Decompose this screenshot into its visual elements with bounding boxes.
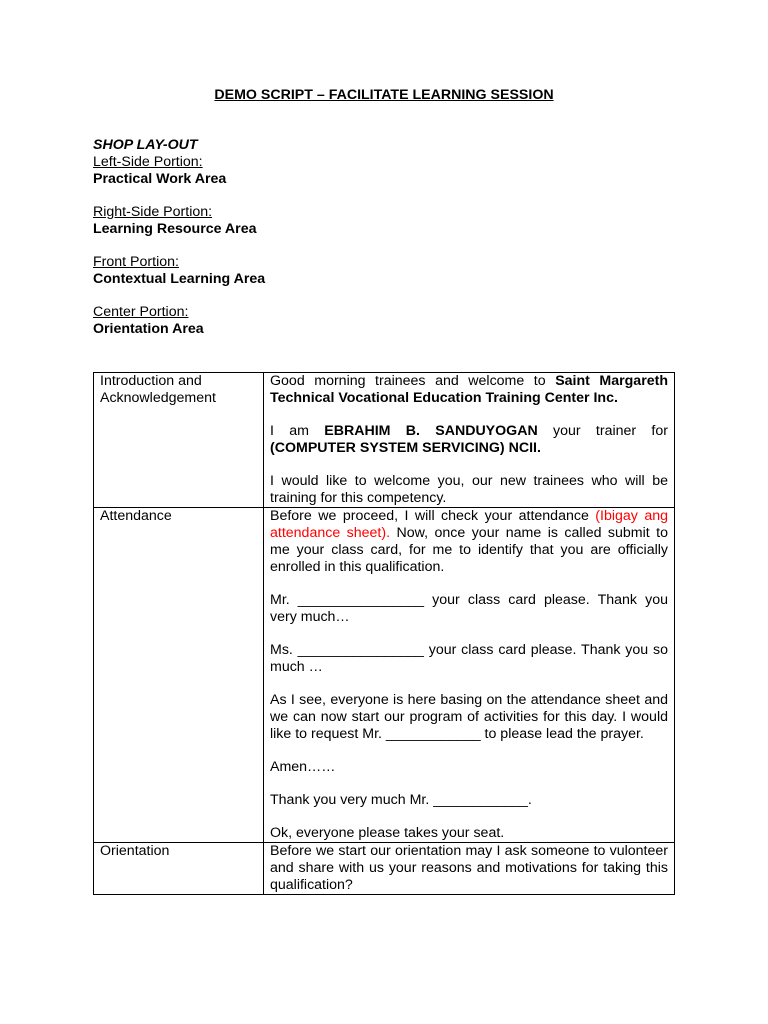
row-content xyxy=(264,843,675,895)
text: your trainer for xyxy=(537,423,668,439)
trainer-name: EBRAHIM B. SANDUYOGAN xyxy=(324,423,538,439)
section-value: Contextual Learning Area xyxy=(93,271,266,287)
stage-direction: (Ibigay ang attendance sheet). xyxy=(270,508,668,541)
paragraph: Before we start our orientation may I ask someone to vulonteer and share with us your reasons and motivations for taking this qualification? xyxy=(270,843,668,893)
paragraph: As I see, everyone is here basing on the attendance sheet and we can now start our program of activities for this day. I would like to request Mr. ____________ to please lead the prayer. xyxy=(270,692,668,742)
paragraph xyxy=(270,423,668,457)
row-content xyxy=(264,373,675,508)
section-value: Practical Work Area xyxy=(93,171,227,187)
row-content xyxy=(264,508,675,843)
paragraph: Mr. ________________ your class card please. Thank you very much… xyxy=(270,592,668,625)
table-row xyxy=(94,373,675,508)
table-row xyxy=(94,843,675,895)
paragraph: Thank you very much Mr. ____________. xyxy=(270,792,532,808)
section-value: Learning Resource Area xyxy=(93,221,257,237)
layout-right-side xyxy=(93,204,693,238)
shop-layout-heading: SHOP LAY-OUT xyxy=(93,137,198,153)
row-label: Attendance xyxy=(94,508,264,843)
document-title: DEMO SCRIPT – FACILITATE LEARNING SESSION xyxy=(214,87,554,103)
text: I am xyxy=(270,423,325,439)
text: Before we proceed, I will check your attendance xyxy=(270,508,596,524)
table-row xyxy=(94,508,675,843)
layout-center xyxy=(93,304,693,338)
section-label: Center Portion: xyxy=(93,304,189,320)
paragraph xyxy=(270,373,668,407)
layout-left-side xyxy=(93,154,693,188)
script-table xyxy=(93,372,675,895)
paragraph: Ok, everyone please takes your seat. xyxy=(270,825,505,841)
section-label: Right-Side Portion: xyxy=(93,204,213,220)
text: Good morning trainees and welcome to xyxy=(270,373,556,389)
shop-layout-section xyxy=(93,137,693,354)
row-label: Introduction and Acknowledgement xyxy=(94,373,264,508)
paragraph xyxy=(270,508,668,576)
section-value: Orientation Area xyxy=(93,321,204,337)
section-label: Front Portion: xyxy=(93,254,179,270)
section-label: Left-Side Portion: xyxy=(93,154,203,170)
text: Now, once your name is called submit to me your class card, for me to identify that you are officially enrolled in this qualification. xyxy=(270,525,668,575)
row-label: Orientation xyxy=(94,843,264,895)
qualification-name: (COMPUTER SYSTEM SERVICING) NCII. xyxy=(270,440,541,456)
school-name: Saint Margareth Technical Vocational Education Training Center Inc. xyxy=(270,373,669,406)
paragraph: I would like to welcome you, our new trainees who will be training for this competency. xyxy=(270,473,668,506)
layout-front xyxy=(93,254,693,288)
paragraph: Ms. ________________ your class card please. Thank you so much … xyxy=(270,642,668,675)
paragraph: Amen…… xyxy=(270,759,336,775)
